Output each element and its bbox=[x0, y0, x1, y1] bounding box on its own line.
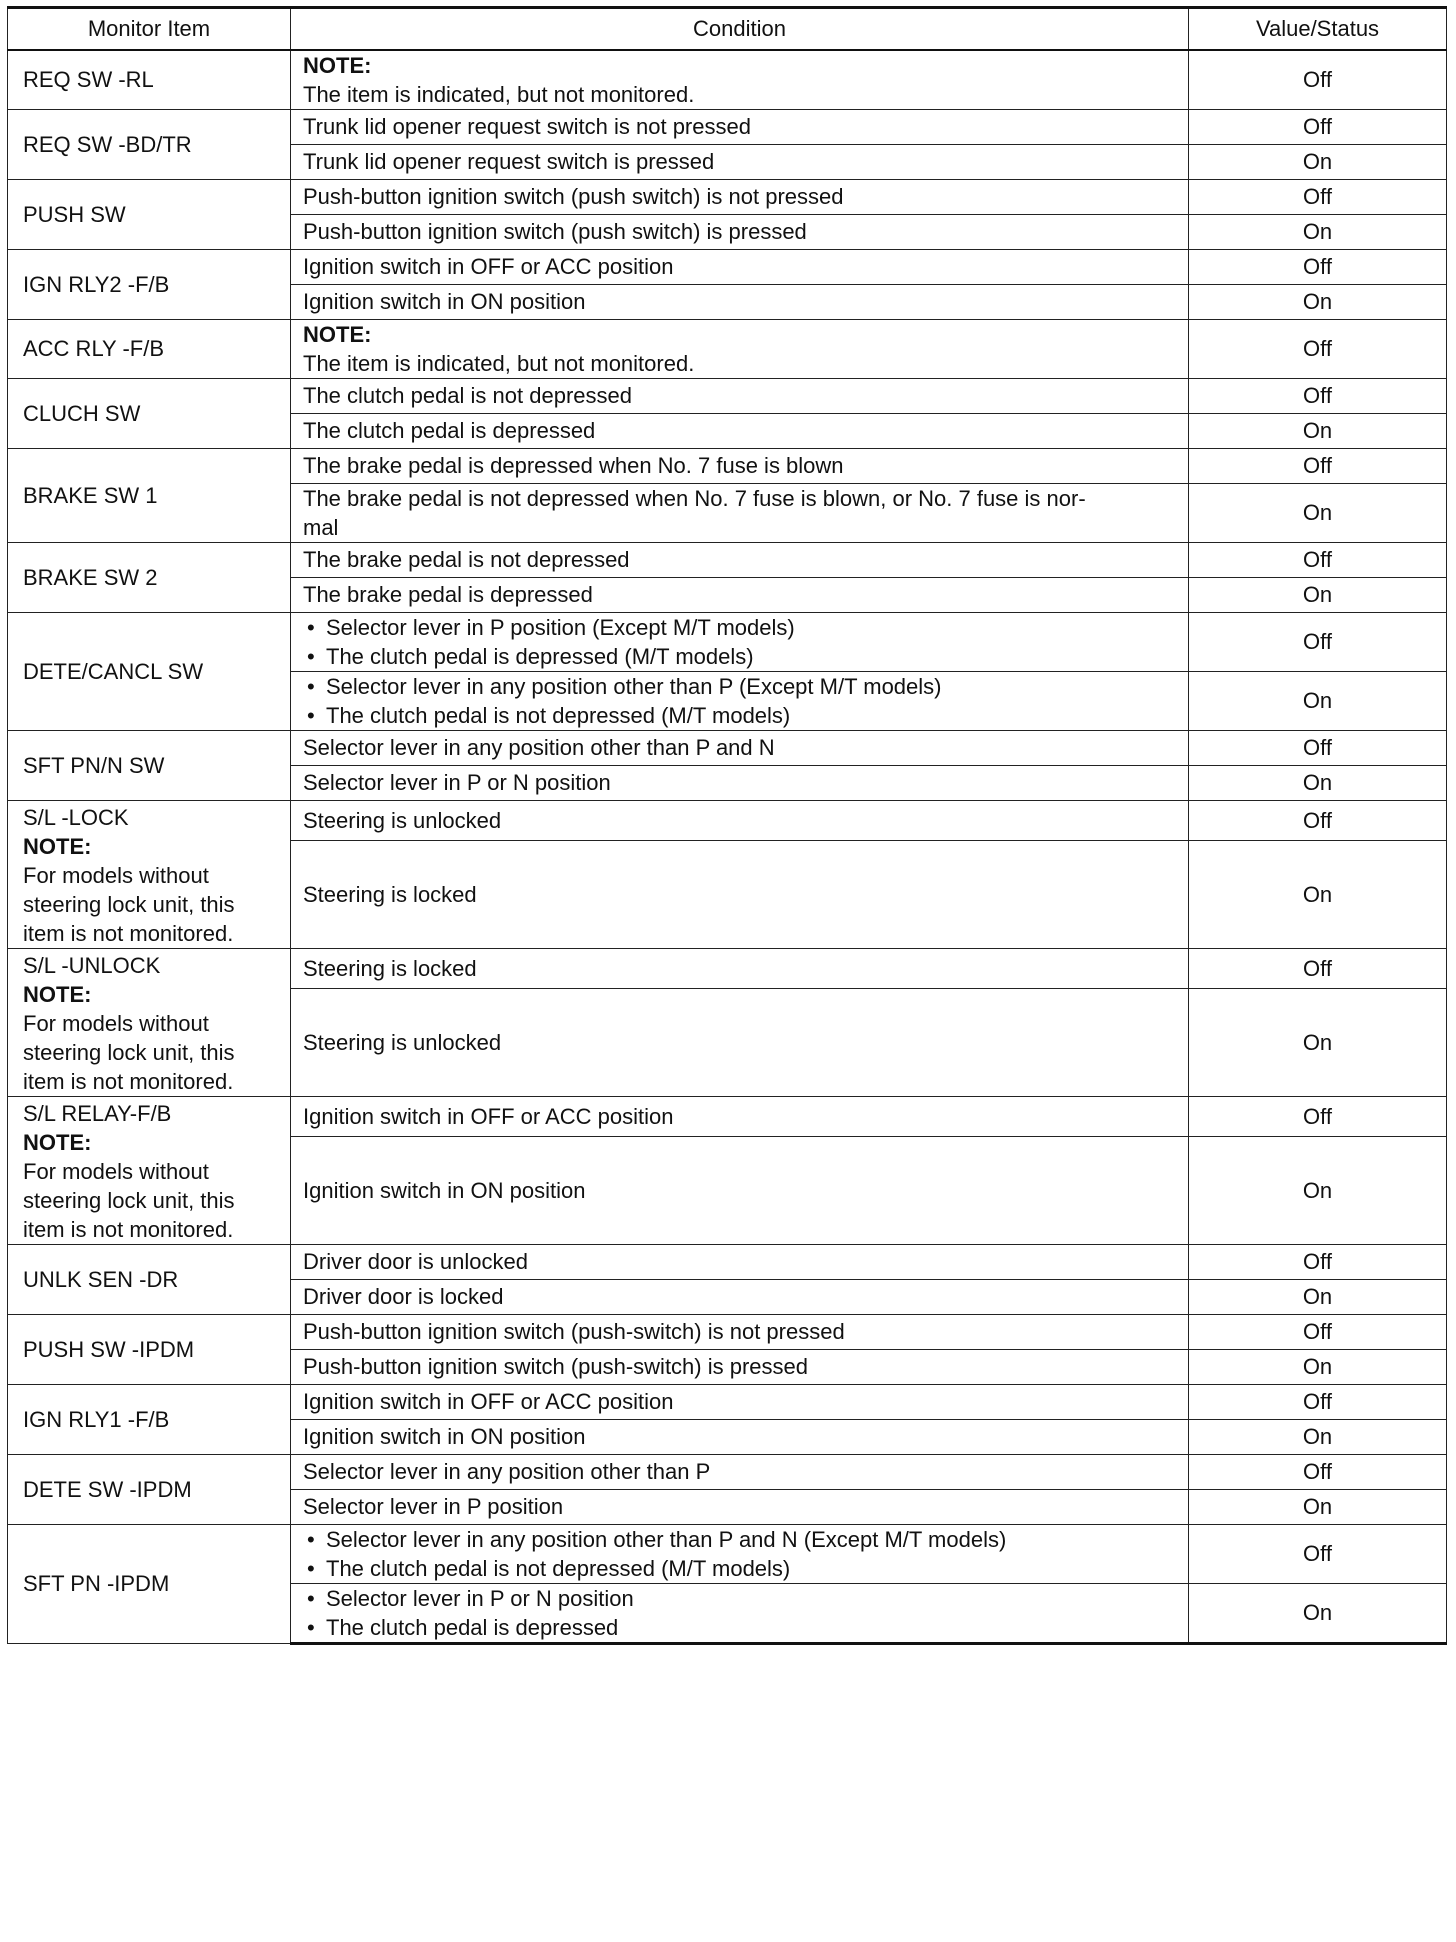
table-row bbox=[8, 448, 1447, 483]
condition-cell: Push-button ignition switch (push switch) is not pressed bbox=[291, 179, 1189, 214]
condition-cell: Driver door is locked bbox=[291, 1279, 1189, 1314]
monitor-item-cell: REQ SW -RL bbox=[8, 50, 291, 110]
value-cell: On bbox=[1189, 577, 1447, 612]
condition-cell: Selector lever in any position other than P and N bbox=[291, 730, 1189, 765]
condition-cell: Driver door is unlocked bbox=[291, 1244, 1189, 1279]
value-cell: Off bbox=[1189, 1454, 1447, 1489]
note-text: For models without steering lock unit, this item is not monitored. bbox=[23, 1010, 235, 1094]
monitor-item-table bbox=[7, 6, 1447, 1645]
monitor-item-cell: SFT PN/N SW bbox=[8, 730, 291, 800]
monitor-item-cell: SFT PN -IPDM bbox=[8, 1524, 291, 1643]
table-row bbox=[8, 612, 1447, 671]
condition-line: mal bbox=[303, 514, 339, 540]
table-row bbox=[8, 1314, 1447, 1349]
condition-cell bbox=[291, 319, 1189, 378]
header-row bbox=[8, 8, 1447, 50]
note-label: NOTE: bbox=[303, 321, 372, 347]
monitor-item-cell: PUSH SW bbox=[8, 179, 291, 249]
condition-cell: Trunk lid opener request switch is not pressed bbox=[291, 109, 1189, 144]
monitor-item-cell: DETE/CANCL SW bbox=[8, 612, 291, 730]
table-header bbox=[8, 8, 1447, 50]
monitor-item-cell: UNLK SEN -DR bbox=[8, 1244, 291, 1314]
bullet-item: • The clutch pedal is depressed bbox=[303, 1613, 1178, 1642]
table-row bbox=[8, 1244, 1447, 1279]
header-value-status: Value/Status bbox=[1189, 8, 1447, 50]
monitor-item-cell: DETE SW -IPDM bbox=[8, 1454, 291, 1524]
value-cell: On bbox=[1189, 840, 1447, 948]
value-cell: Off bbox=[1189, 948, 1447, 988]
value-cell: Off bbox=[1189, 109, 1447, 144]
note-label: NOTE: bbox=[303, 52, 372, 78]
value-cell: On bbox=[1189, 1349, 1447, 1384]
value-cell: On bbox=[1189, 144, 1447, 179]
value-cell: Off bbox=[1189, 730, 1447, 765]
monitor-item-cell bbox=[8, 948, 291, 1096]
value-cell: Off bbox=[1189, 1384, 1447, 1419]
condition-cell bbox=[291, 50, 1189, 110]
table-row bbox=[8, 378, 1447, 413]
value-cell: Off bbox=[1189, 542, 1447, 577]
note-label: NOTE: bbox=[23, 833, 92, 859]
note-text: For models without steering lock unit, this item is not monitored. bbox=[23, 862, 235, 946]
table-row bbox=[8, 1524, 1447, 1583]
condition-cell: Ignition switch in OFF or ACC position bbox=[291, 1384, 1189, 1419]
value-cell: On bbox=[1189, 765, 1447, 800]
value-cell: Off bbox=[1189, 800, 1447, 840]
monitor-item-cell: PUSH SW -IPDM bbox=[8, 1314, 291, 1384]
value-cell: On bbox=[1189, 988, 1447, 1096]
condition-cell: Ignition switch in ON position bbox=[291, 1136, 1189, 1244]
header-monitor-item: Monitor Item bbox=[8, 8, 291, 50]
bullet-item: • Selector lever in P position (Except M/T models) bbox=[303, 613, 1178, 642]
table-row bbox=[8, 1096, 1447, 1136]
table-row bbox=[8, 542, 1447, 577]
value-cell: Off bbox=[1189, 249, 1447, 284]
note-text: For models without steering lock unit, this item is not monitored. bbox=[23, 1158, 235, 1242]
bullet-item: • The clutch pedal is depressed (M/T models) bbox=[303, 642, 1178, 671]
header-condition: Condition bbox=[291, 8, 1189, 50]
monitor-item-cell: IGN RLY1 -F/B bbox=[8, 1384, 291, 1454]
bullet-item: • The clutch pedal is not depressed (M/T models) bbox=[303, 701, 1178, 730]
value-cell: On bbox=[1189, 413, 1447, 448]
table-row bbox=[8, 179, 1447, 214]
value-cell: Off bbox=[1189, 1314, 1447, 1349]
bullet-list bbox=[303, 613, 1178, 671]
table-row bbox=[8, 730, 1447, 765]
monitor-item-name: S/L -UNLOCK bbox=[23, 952, 161, 978]
condition-cell bbox=[291, 483, 1189, 542]
condition-cell bbox=[291, 1583, 1189, 1643]
value-cell: On bbox=[1189, 1136, 1447, 1244]
monitor-item-cell bbox=[8, 1096, 291, 1244]
condition-cell: Steering is locked bbox=[291, 948, 1189, 988]
value-cell: Off bbox=[1189, 179, 1447, 214]
table-row bbox=[8, 50, 1447, 110]
monitor-item-cell: IGN RLY2 -F/B bbox=[8, 249, 291, 319]
bullet-item: • Selector lever in P or N position bbox=[303, 1584, 1178, 1613]
table-row bbox=[8, 1454, 1447, 1489]
monitor-item-cell: ACC RLY -F/B bbox=[8, 319, 291, 378]
condition-cell: Trunk lid opener request switch is pressed bbox=[291, 144, 1189, 179]
condition-cell: The brake pedal is depressed when No. 7 fuse is blown bbox=[291, 448, 1189, 483]
value-cell: Off bbox=[1189, 448, 1447, 483]
condition-cell: Selector lever in P or N position bbox=[291, 765, 1189, 800]
condition-cell: Steering is unlocked bbox=[291, 800, 1189, 840]
condition-cell: Steering is locked bbox=[291, 840, 1189, 948]
condition-cell: Push-button ignition switch (push switch) is pressed bbox=[291, 214, 1189, 249]
value-cell: On bbox=[1189, 671, 1447, 730]
condition-cell: Selector lever in P position bbox=[291, 1489, 1189, 1524]
bullet-item: • Selector lever in any position other than P (Except M/T models) bbox=[303, 672, 1178, 701]
note-text: The item is indicated, but not monitored. bbox=[303, 81, 695, 107]
bullet-list bbox=[303, 672, 1178, 730]
value-cell: On bbox=[1189, 1419, 1447, 1454]
condition-cell bbox=[291, 612, 1189, 671]
monitor-item-cell: BRAKE SW 1 bbox=[8, 448, 291, 542]
value-cell: On bbox=[1189, 1583, 1447, 1643]
value-cell: Off bbox=[1189, 319, 1447, 378]
value-cell: Off bbox=[1189, 1096, 1447, 1136]
monitor-item-cell: REQ SW -BD/TR bbox=[8, 109, 291, 179]
monitor-item-name: S/L -LOCK bbox=[23, 804, 129, 830]
note-label: NOTE: bbox=[23, 1129, 92, 1155]
table-row bbox=[8, 249, 1447, 284]
bullet-item: • Selector lever in any position other than P and N (Except M/T models) bbox=[303, 1525, 1178, 1554]
condition-cell bbox=[291, 1524, 1189, 1583]
condition-cell bbox=[291, 671, 1189, 730]
monitor-item-cell bbox=[8, 800, 291, 948]
condition-cell: Push-button ignition switch (push-switch) is pressed bbox=[291, 1349, 1189, 1384]
table-body bbox=[8, 50, 1447, 1644]
value-cell: Off bbox=[1189, 378, 1447, 413]
bullet-item: • The clutch pedal is not depressed (M/T models) bbox=[303, 1554, 1178, 1583]
value-cell: On bbox=[1189, 1489, 1447, 1524]
condition-cell: Ignition switch in OFF or ACC position bbox=[291, 249, 1189, 284]
value-cell: Off bbox=[1189, 50, 1447, 110]
monitor-item-name: S/L RELAY-F/B bbox=[23, 1100, 172, 1126]
condition-cell: The brake pedal is depressed bbox=[291, 577, 1189, 612]
condition-cell: The clutch pedal is not depressed bbox=[291, 378, 1189, 413]
value-cell: Off bbox=[1189, 1244, 1447, 1279]
monitor-item-cell: CLUCH SW bbox=[8, 378, 291, 448]
monitor-item-cell: BRAKE SW 2 bbox=[8, 542, 291, 612]
table-row bbox=[8, 948, 1447, 988]
condition-cell: Ignition switch in OFF or ACC position bbox=[291, 1096, 1189, 1136]
condition-cell: Selector lever in any position other than P bbox=[291, 1454, 1189, 1489]
table-row bbox=[8, 800, 1447, 840]
condition-cell: Steering is unlocked bbox=[291, 988, 1189, 1096]
condition-line: The brake pedal is not depressed when No. 7 fuse is blown, or No. 7 fuse is nor- bbox=[303, 485, 1086, 511]
condition-cell: Ignition switch in ON position bbox=[291, 1419, 1189, 1454]
bullet-list bbox=[303, 1584, 1178, 1642]
table-row bbox=[8, 109, 1447, 144]
condition-cell: The clutch pedal is depressed bbox=[291, 413, 1189, 448]
note-label: NOTE: bbox=[23, 981, 92, 1007]
value-cell: Off bbox=[1189, 612, 1447, 671]
condition-cell: The brake pedal is not depressed bbox=[291, 542, 1189, 577]
value-cell: On bbox=[1189, 1279, 1447, 1314]
condition-cell: Ignition switch in ON position bbox=[291, 284, 1189, 319]
condition-cell: Push-button ignition switch (push-switch) is not pressed bbox=[291, 1314, 1189, 1349]
table-row bbox=[8, 1384, 1447, 1419]
value-cell: On bbox=[1189, 284, 1447, 319]
note-text: The item is indicated, but not monitored. bbox=[303, 350, 695, 376]
value-cell: On bbox=[1189, 214, 1447, 249]
table-row bbox=[8, 319, 1447, 378]
bullet-list bbox=[303, 1525, 1178, 1583]
value-cell: Off bbox=[1189, 1524, 1447, 1583]
value-cell: On bbox=[1189, 483, 1447, 542]
